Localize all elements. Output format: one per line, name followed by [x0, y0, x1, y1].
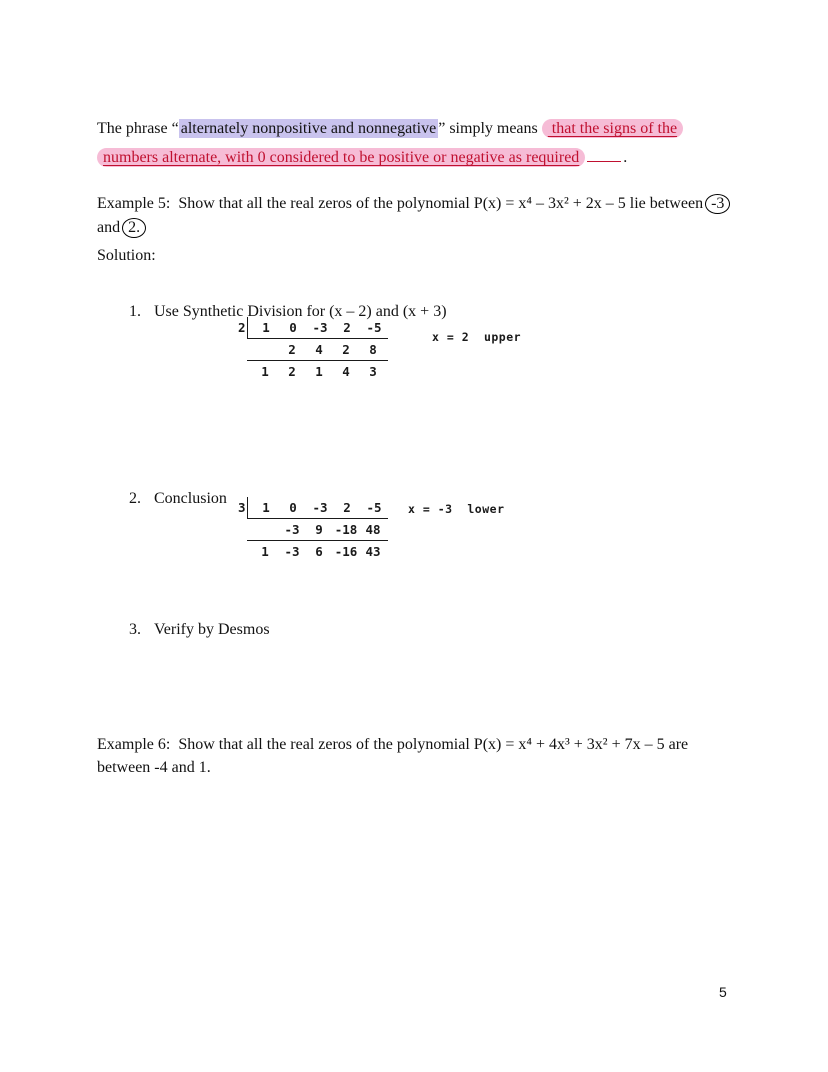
annotation-lower-bound: x = -3 lower	[408, 502, 505, 516]
handwritten-answer-line2: numbers alternate, with 0 considered to be positive or negative as required	[97, 148, 585, 167]
intro-text-pre: The phrase “	[97, 120, 179, 137]
example5-paragraph	[97, 192, 730, 240]
synthetic-cell: 1	[262, 320, 270, 335]
synthetic-cell: 1	[261, 544, 269, 559]
synthetic-division-1	[238, 317, 388, 382]
step-1	[121, 285, 447, 321]
synthetic-cell: -5	[366, 320, 382, 335]
synthetic-cell: 1	[261, 364, 269, 379]
synthetic-2-products-row	[247, 519, 388, 541]
intro-text-mid: ” simply means	[438, 120, 542, 137]
example5-line-1	[97, 192, 730, 216]
synthetic-cell: 4	[315, 342, 323, 357]
synthetic-cell: -16	[334, 544, 358, 559]
circled-upper-bound: -3	[705, 194, 730, 214]
step-3	[121, 603, 270, 639]
synthetic-cell: 2	[288, 364, 296, 379]
synthetic-cell: 0	[289, 320, 297, 335]
intro-line-1	[97, 114, 683, 143]
synthetic-division-2	[238, 497, 388, 562]
synthetic-cell: 3	[369, 364, 377, 379]
intro-line-2	[97, 143, 683, 172]
step-3-number: 3.	[129, 621, 141, 638]
synthetic-cell: -3	[312, 320, 328, 335]
synthetic-cell: -5	[366, 500, 382, 515]
synthetic-cell: 43	[365, 544, 381, 559]
example6-line-1: Example 6: Show that all the real zeros of the polynomial P(x) = x⁴ + 4x³ + 3x² + 7x – 5 are	[97, 736, 689, 753]
annotation-upper-bound: x = 2 upper	[432, 330, 522, 344]
step-2-label: Conclusion	[154, 490, 227, 507]
page-number: 5	[719, 984, 727, 1000]
step-1-number: 1.	[129, 303, 141, 320]
step-2-number: 2.	[129, 490, 141, 507]
synthetic-2-divisor: 3	[238, 500, 246, 515]
synthetic-2-rows	[247, 497, 388, 562]
handwritten-answer-line1: that the signs of the	[542, 119, 683, 138]
highlighted-phrase: alternately nonpositive and nonnegative	[180, 120, 437, 137]
synthetic-cell: -3	[284, 522, 300, 537]
synthetic-cell: 0	[289, 500, 297, 515]
synthetic-1-divisor: 2	[238, 320, 246, 335]
synthetic-cell: 2	[343, 320, 351, 335]
synthetic-cell: 6	[315, 544, 323, 559]
synthetic-cell: -3	[284, 544, 300, 559]
intro-paragraph	[97, 114, 683, 172]
synthetic-cell: 2	[288, 342, 296, 357]
synthetic-cell: 1	[315, 364, 323, 379]
synthetic-1-products-row	[247, 339, 388, 361]
synthetic-cell: 4	[342, 364, 350, 379]
synthetic-cell: 9	[315, 522, 323, 537]
synthetic-1-coefficients-row	[247, 317, 388, 339]
synthetic-1-rows	[247, 317, 388, 382]
synthetic-cell: -3	[312, 500, 328, 515]
synthetic-1-result-row	[247, 361, 388, 382]
step-2	[121, 472, 227, 508]
example6-paragraph	[97, 733, 688, 779]
step-1-label: Use Synthetic Division for (x – 2) and (x + 3)	[154, 303, 447, 320]
synthetic-cell: 2	[342, 342, 350, 357]
synthetic-2-coefficients-row	[247, 497, 388, 519]
answer-underline-filler	[587, 147, 621, 162]
example6-line-2: between -4 and 1.	[97, 759, 211, 776]
step-3-label: Verify by Desmos	[154, 621, 270, 638]
synthetic-cell: 1	[262, 500, 270, 515]
example5-text-2: and	[97, 219, 121, 236]
circled-lower-bound: 2.	[122, 218, 146, 238]
synthetic-2-result-row	[247, 541, 388, 562]
synthetic-cell: 48	[365, 522, 381, 537]
solution-label: Solution:	[97, 247, 156, 264]
synthetic-cell: 8	[369, 342, 377, 357]
synthetic-cell: 2	[343, 500, 351, 515]
example5-text: Example 5: Show that all the real zeros of the polynomial P(x) = x⁴ – 3x² + 2x – 5 lie between	[97, 195, 704, 212]
intro-period: .	[623, 149, 628, 166]
example5-line-2	[97, 216, 730, 240]
synthetic-cell: -18	[334, 522, 358, 537]
